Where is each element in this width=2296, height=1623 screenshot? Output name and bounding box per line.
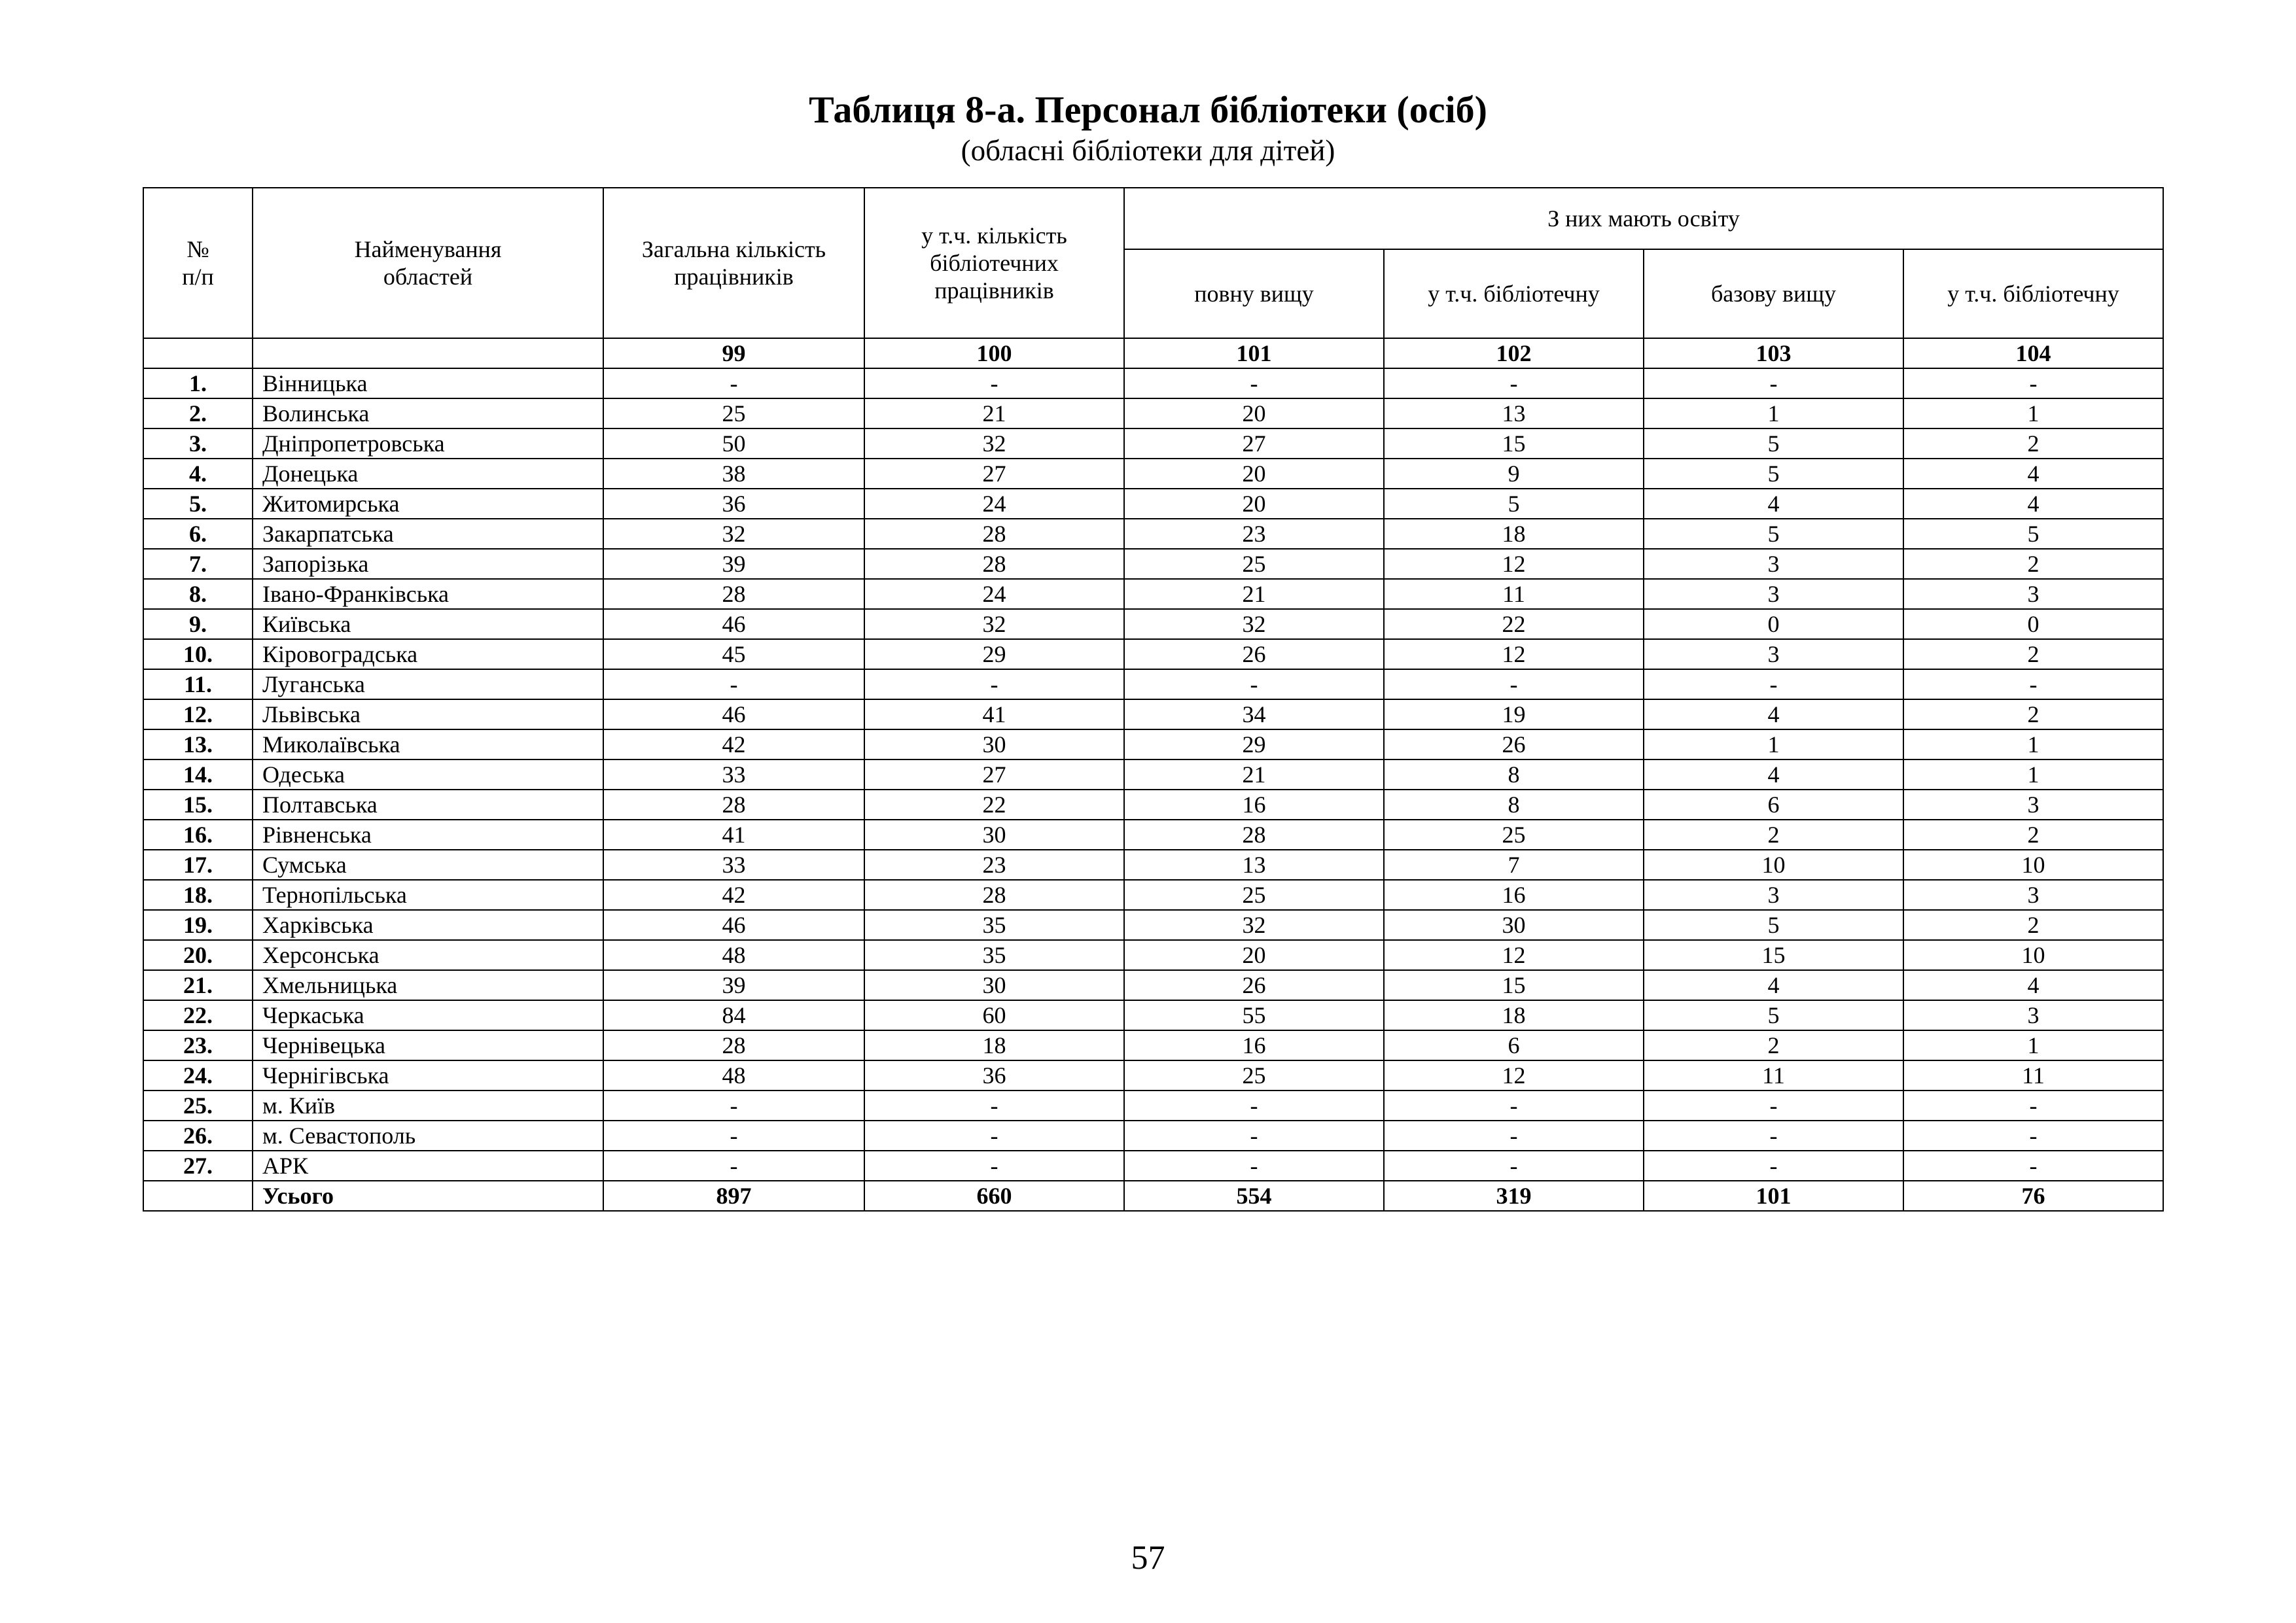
value-cell: 30 [864, 729, 1124, 759]
value-cell: 3 [1903, 579, 2163, 609]
value-cell: - [1903, 368, 2163, 398]
value-cell: 0 [1903, 609, 2163, 639]
row-number: 8. [143, 579, 253, 609]
total-cell: 554 [1124, 1181, 1384, 1211]
value-cell: 30 [864, 820, 1124, 850]
row-number: 18. [143, 880, 253, 910]
value-cell: 38 [603, 459, 864, 489]
value-cell: 27 [1124, 428, 1384, 459]
row-number: 14. [143, 759, 253, 790]
region-name: Миколаївська [253, 729, 603, 759]
value-cell: 2 [1644, 1030, 1903, 1060]
region-name: Луганська [253, 669, 603, 699]
region-name: Кіровоградська [253, 639, 603, 669]
region-name: Харківська [253, 910, 603, 940]
value-cell: 6 [1384, 1030, 1644, 1060]
region-name: Полтавська [253, 790, 603, 820]
value-cell: - [1124, 669, 1384, 699]
value-cell: 5 [1644, 428, 1903, 459]
row-number: 21. [143, 970, 253, 1000]
value-cell: 5 [1644, 1000, 1903, 1030]
value-cell: 25 [1124, 880, 1384, 910]
row-number: 5. [143, 489, 253, 519]
header-code-blank [143, 338, 253, 368]
value-cell: 19 [1384, 699, 1644, 729]
value-cell: 28 [1124, 820, 1384, 850]
value-cell: 28 [864, 519, 1124, 549]
value-cell: 32 [864, 609, 1124, 639]
value-cell: 21 [864, 398, 1124, 428]
value-cell: 1 [1644, 398, 1903, 428]
region-name: Херсонська [253, 940, 603, 970]
value-cell: 11 [1903, 1060, 2163, 1091]
value-cell: - [1644, 1121, 1903, 1151]
table-row [143, 1000, 2163, 1030]
header-full-higher-library: у т.ч. бібліотечну [1384, 249, 1644, 338]
value-cell: - [864, 368, 1124, 398]
header-num: № п/п [143, 188, 253, 338]
value-cell: 3 [1903, 880, 2163, 910]
value-cell: 46 [603, 910, 864, 940]
value-cell: 42 [603, 729, 864, 759]
value-cell: 7 [1384, 850, 1644, 880]
value-cell: 30 [864, 970, 1124, 1000]
value-cell: 29 [1124, 729, 1384, 759]
row-number: 23. [143, 1030, 253, 1060]
value-cell: - [603, 1121, 864, 1151]
value-cell: 27 [864, 459, 1124, 489]
value-cell: 8 [1384, 790, 1644, 820]
row-number: 15. [143, 790, 253, 820]
value-cell: 39 [603, 549, 864, 579]
table-row [143, 459, 2163, 489]
value-cell: - [1124, 1091, 1384, 1121]
value-cell: 18 [1384, 519, 1644, 549]
value-cell: 21 [1124, 759, 1384, 790]
value-cell: 23 [864, 850, 1124, 880]
value-cell: 1 [1903, 398, 2163, 428]
value-cell: 32 [1124, 910, 1384, 940]
value-cell: 5 [1384, 489, 1644, 519]
region-name: Волинська [253, 398, 603, 428]
value-cell: 25 [1124, 549, 1384, 579]
header-basic-higher-library: у т.ч. бібліотечну [1903, 249, 2163, 338]
value-cell: 13 [1124, 850, 1384, 880]
value-cell: - [1903, 1091, 2163, 1121]
region-name: Львівська [253, 699, 603, 729]
value-cell: - [1903, 1121, 2163, 1151]
region-name: Житомирська [253, 489, 603, 519]
value-cell: 26 [1124, 970, 1384, 1000]
value-cell: 28 [864, 880, 1124, 910]
value-cell: - [603, 1091, 864, 1121]
table-row [143, 1121, 2163, 1151]
value-cell: 10 [1903, 940, 2163, 970]
value-cell: 12 [1384, 1060, 1644, 1091]
value-cell: 8 [1384, 759, 1644, 790]
value-cell: - [864, 1151, 1124, 1181]
value-cell: 48 [603, 1060, 864, 1091]
region-name: Дніпропетровська [253, 428, 603, 459]
value-cell: 1 [1903, 1030, 2163, 1060]
value-cell: 25 [1384, 820, 1644, 850]
region-name: Київська [253, 609, 603, 639]
value-cell: 3 [1644, 579, 1903, 609]
value-cell: 25 [1124, 1060, 1384, 1091]
row-number: 11. [143, 669, 253, 699]
region-name: Черкаська [253, 1000, 603, 1030]
row-number: 27. [143, 1151, 253, 1181]
value-cell: 15 [1644, 940, 1903, 970]
value-cell: 15 [1384, 428, 1644, 459]
table-row [143, 398, 2163, 428]
value-cell: 18 [1384, 1000, 1644, 1030]
table-row [143, 850, 2163, 880]
column-code: 99 [603, 338, 864, 368]
region-name: Закарпатська [253, 519, 603, 549]
table-row [143, 519, 2163, 549]
value-cell: 5 [1644, 459, 1903, 489]
value-cell: 32 [1124, 609, 1384, 639]
region-name: Одеська [253, 759, 603, 790]
value-cell: 20 [1124, 459, 1384, 489]
value-cell: 12 [1384, 639, 1644, 669]
value-cell: - [864, 1091, 1124, 1121]
value-cell: 33 [603, 759, 864, 790]
row-number: 26. [143, 1121, 253, 1151]
region-name: АРК [253, 1151, 603, 1181]
value-cell: 24 [864, 579, 1124, 609]
region-name: м. Київ [253, 1091, 603, 1121]
value-cell: 48 [603, 940, 864, 970]
value-cell: - [1644, 1091, 1903, 1121]
value-cell: 55 [1124, 1000, 1384, 1030]
value-cell: 28 [864, 549, 1124, 579]
region-name: Вінницька [253, 368, 603, 398]
table-row [143, 699, 2163, 729]
value-cell: 2 [1903, 549, 2163, 579]
value-cell: 4 [1644, 759, 1903, 790]
value-cell: 32 [603, 519, 864, 549]
column-code: 104 [1903, 338, 2163, 368]
row-number: 19. [143, 910, 253, 940]
region-name: Рівненська [253, 820, 603, 850]
row-number: 17. [143, 850, 253, 880]
table-row [143, 1091, 2163, 1121]
value-cell: 20 [1124, 489, 1384, 519]
region-name: Хмельницька [253, 970, 603, 1000]
value-cell: 12 [1384, 549, 1644, 579]
table-row [143, 609, 2163, 639]
value-cell: 6 [1644, 790, 1903, 820]
value-cell: 16 [1124, 1030, 1384, 1060]
header-education-group: З них мають освіту [1124, 188, 2163, 249]
value-cell: 28 [603, 579, 864, 609]
region-name: Івано-Франківська [253, 579, 603, 609]
value-cell: 41 [603, 820, 864, 850]
column-code: 100 [864, 338, 1124, 368]
value-cell: 2 [1903, 699, 2163, 729]
value-cell: - [1903, 1151, 2163, 1181]
value-cell: 33 [603, 850, 864, 880]
value-cell: 35 [864, 910, 1124, 940]
region-name: м. Севастополь [253, 1121, 603, 1151]
table-title: Таблиця 8-а. Персонал бібліотеки (осіб) [809, 88, 1487, 131]
value-cell: 4 [1903, 489, 2163, 519]
table-row [143, 368, 2163, 398]
value-cell: 46 [603, 609, 864, 639]
row-number: 24. [143, 1060, 253, 1091]
value-cell: 4 [1903, 970, 2163, 1000]
value-cell: - [603, 1151, 864, 1181]
value-cell: - [603, 669, 864, 699]
row-number: 16. [143, 820, 253, 850]
value-cell: 2 [1903, 820, 2163, 850]
value-cell: 22 [1384, 609, 1644, 639]
value-cell: 3 [1644, 549, 1903, 579]
value-cell: 3 [1903, 790, 2163, 820]
column-code: 102 [1384, 338, 1644, 368]
header-total-workers: Загальна кількість працівників [603, 188, 864, 338]
value-cell: - [1644, 1151, 1903, 1181]
value-cell: 2 [1903, 428, 2163, 459]
value-cell: 20 [1124, 398, 1384, 428]
value-cell: 84 [603, 1000, 864, 1030]
header-code-blank [253, 338, 603, 368]
value-cell: 20 [1124, 940, 1384, 970]
value-cell: 15 [1384, 970, 1644, 1000]
total-label: Усього [253, 1181, 603, 1211]
table-row [143, 1030, 2163, 1060]
table-row [143, 428, 2163, 459]
value-cell: 4 [1644, 970, 1903, 1000]
value-cell: 10 [1903, 850, 2163, 880]
region-name: Сумська [253, 850, 603, 880]
value-cell: 16 [1124, 790, 1384, 820]
region-name: Донецька [253, 459, 603, 489]
staff-table [143, 187, 2164, 1212]
column-code: 103 [1644, 338, 1903, 368]
value-cell: - [864, 1121, 1124, 1151]
table-row [143, 910, 2163, 940]
value-cell: 32 [864, 428, 1124, 459]
value-cell: 46 [603, 699, 864, 729]
value-cell: 36 [603, 489, 864, 519]
value-cell: 3 [1644, 639, 1903, 669]
value-cell: 10 [1644, 850, 1903, 880]
value-cell: 3 [1903, 1000, 2163, 1030]
value-cell: 2 [1903, 639, 2163, 669]
page-number: 57 [1131, 1539, 1165, 1577]
column-code: 101 [1124, 338, 1384, 368]
value-cell: 22 [864, 790, 1124, 820]
value-cell: 4 [1644, 489, 1903, 519]
value-cell: 1 [1903, 759, 2163, 790]
value-cell: 25 [603, 398, 864, 428]
value-cell: 1 [1903, 729, 2163, 759]
value-cell: 42 [603, 880, 864, 910]
row-number: 9. [143, 609, 253, 639]
row-number: 22. [143, 1000, 253, 1030]
value-cell: 34 [1124, 699, 1384, 729]
header-basic-higher: базову вищу [1644, 249, 1903, 338]
table-row [143, 639, 2163, 669]
value-cell: - [1124, 368, 1384, 398]
value-cell: 27 [864, 759, 1124, 790]
header-region: Найменування областей [253, 188, 603, 338]
table-body [143, 368, 2163, 1181]
value-cell: 26 [1384, 729, 1644, 759]
value-cell: 35 [864, 940, 1124, 970]
table-row [143, 729, 2163, 759]
value-cell: 11 [1384, 579, 1644, 609]
value-cell: 2 [1903, 910, 2163, 940]
header-library-workers: у т.ч. кількість бібліотечних працівників [864, 188, 1124, 338]
value-cell: - [1384, 368, 1644, 398]
value-cell: 12 [1384, 940, 1644, 970]
value-cell: 5 [1903, 519, 2163, 549]
row-number: 4. [143, 459, 253, 489]
row-number: 2. [143, 398, 253, 428]
table-row [143, 1060, 2163, 1091]
value-cell: 39 [603, 970, 864, 1000]
value-cell: 36 [864, 1060, 1124, 1091]
row-number: 6. [143, 519, 253, 549]
value-cell: 4 [1903, 459, 2163, 489]
table-row [143, 669, 2163, 699]
value-cell: 41 [864, 699, 1124, 729]
value-cell: - [1644, 368, 1903, 398]
region-name: Чернігівська [253, 1060, 603, 1091]
table-row [143, 759, 2163, 790]
row-number: 7. [143, 549, 253, 579]
value-cell: 30 [1384, 910, 1644, 940]
row-number: 13. [143, 729, 253, 759]
value-cell: 11 [1644, 1060, 1903, 1091]
value-cell: 28 [603, 1030, 864, 1060]
row-number: 12. [143, 699, 253, 729]
value-cell: - [603, 368, 864, 398]
value-cell: 4 [1644, 699, 1903, 729]
total-cell: 897 [603, 1181, 864, 1211]
value-cell: 29 [864, 639, 1124, 669]
value-cell: 24 [864, 489, 1124, 519]
value-cell: 2 [1644, 820, 1903, 850]
value-cell: - [1124, 1121, 1384, 1151]
table-row [143, 940, 2163, 970]
table-row [143, 820, 2163, 850]
row-number: 20. [143, 940, 253, 970]
value-cell: - [1384, 669, 1644, 699]
value-cell: 50 [603, 428, 864, 459]
value-cell: 21 [1124, 579, 1384, 609]
value-cell: - [1644, 669, 1903, 699]
value-cell: 1 [1644, 729, 1903, 759]
value-cell: - [864, 669, 1124, 699]
row-number: 25. [143, 1091, 253, 1121]
value-cell: 0 [1644, 609, 1903, 639]
value-cell: 5 [1644, 910, 1903, 940]
value-cell: - [1903, 669, 2163, 699]
value-cell: 23 [1124, 519, 1384, 549]
table-row [143, 880, 2163, 910]
value-cell: - [1124, 1151, 1384, 1181]
value-cell: - [1384, 1151, 1644, 1181]
table-row [143, 1151, 2163, 1181]
total-row [143, 1181, 2163, 1211]
value-cell: 5 [1644, 519, 1903, 549]
header-full-higher: повну вищу [1124, 249, 1384, 338]
value-cell: - [1384, 1091, 1644, 1121]
row-number: 10. [143, 639, 253, 669]
region-name: Чернівецька [253, 1030, 603, 1060]
table-row [143, 970, 2163, 1000]
value-cell: 16 [1384, 880, 1644, 910]
value-cell: 3 [1644, 880, 1903, 910]
region-name: Тернопільська [253, 880, 603, 910]
region-name: Запорізька [253, 549, 603, 579]
row-number: 3. [143, 428, 253, 459]
value-cell: 13 [1384, 398, 1644, 428]
value-cell: 60 [864, 1000, 1124, 1030]
value-cell: 18 [864, 1030, 1124, 1060]
table-row [143, 790, 2163, 820]
table-row [143, 579, 2163, 609]
total-cell: 101 [1644, 1181, 1903, 1211]
table-row [143, 489, 2163, 519]
total-cell: 660 [864, 1181, 1124, 1211]
value-cell: 26 [1124, 639, 1384, 669]
total-num-cell [143, 1181, 253, 1211]
row-number: 1. [143, 368, 253, 398]
table-subtitle: (обласні бібліотеки для дітей) [961, 134, 1335, 167]
value-cell: 45 [603, 639, 864, 669]
value-cell: 28 [603, 790, 864, 820]
value-cell: - [1384, 1121, 1644, 1151]
total-cell: 319 [1384, 1181, 1644, 1211]
total-cell: 76 [1903, 1181, 2163, 1211]
table-row [143, 549, 2163, 579]
value-cell: 9 [1384, 459, 1644, 489]
